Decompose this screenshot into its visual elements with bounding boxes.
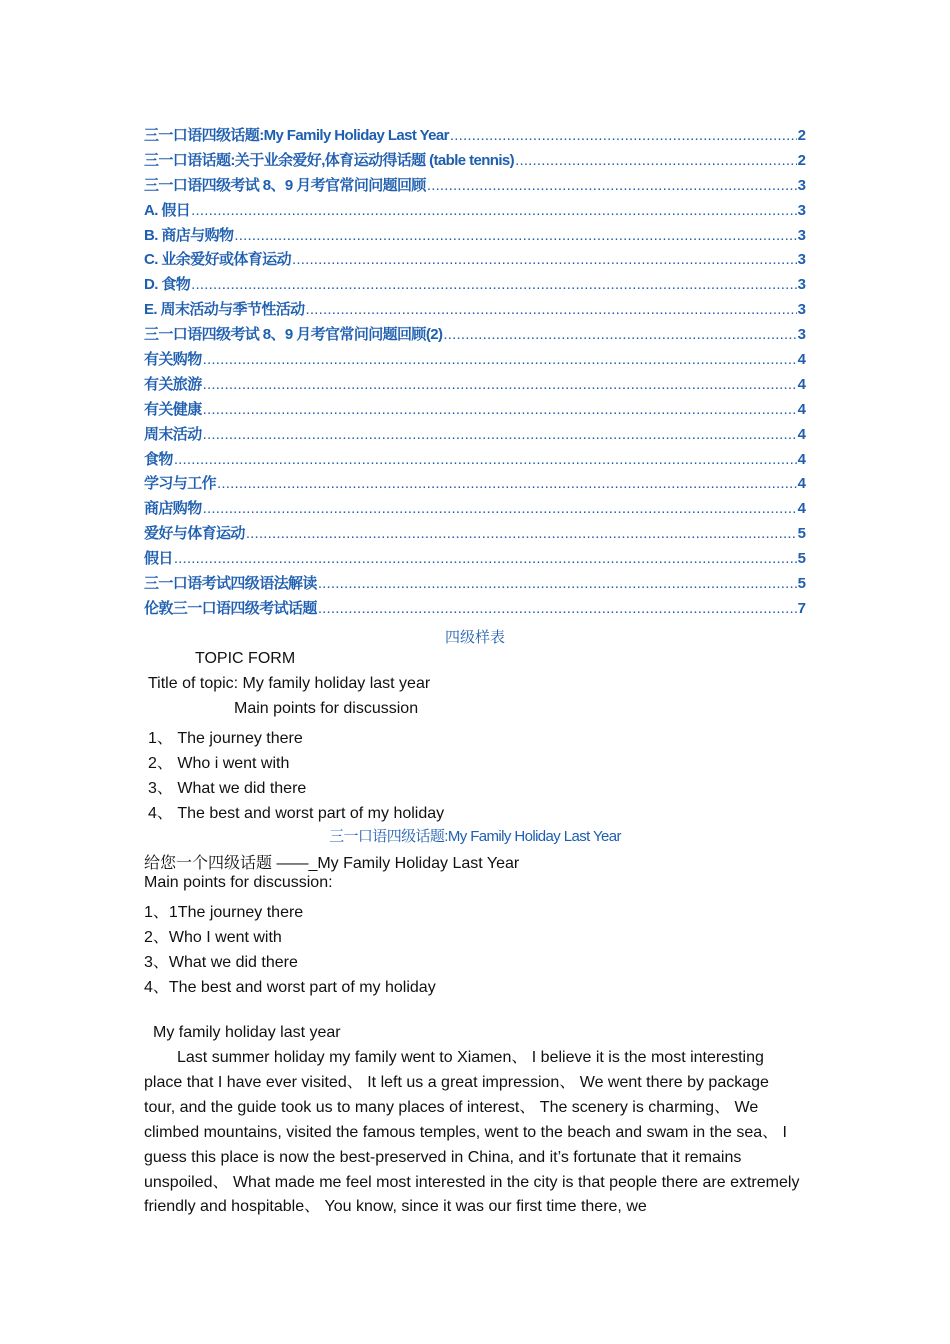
- intro-point: 2、Who I went with: [144, 929, 282, 946]
- toc-entry-title: 三一口语四级话题:My Family Holiday Last Year: [144, 126, 449, 144]
- toc-leader-dots: [203, 373, 797, 398]
- toc-entry[interactable]: [144, 323, 806, 348]
- toc-entry-page: 5: [797, 525, 806, 543]
- toc-leader-dots: [292, 248, 797, 273]
- intro-point: 1、1The journey there: [144, 904, 304, 921]
- toc-entry[interactable]: [144, 373, 806, 398]
- intro-main-points-label: Main points for discussion:: [144, 874, 333, 891]
- toc-entry-page: 4: [797, 351, 806, 368]
- toc-entry-title: 周末活动: [144, 425, 202, 443]
- toc-leader-dots: [203, 497, 797, 522]
- intro-line: 给您一个四级话题 ——_My Family Holiday Last Year: [144, 855, 520, 872]
- toc-leader-dots: [191, 273, 796, 298]
- toc-leader-dots: [443, 323, 796, 348]
- toc-entry-title: 三一口语考试四级语法解读: [144, 575, 317, 593]
- toc-entry[interactable]: [144, 174, 806, 199]
- toc-entry-page: 2: [797, 126, 806, 144]
- toc-entry-title: C. 业余爱好或体育运动: [144, 251, 291, 269]
- toc-entry-title: E. 周末活动与季节性活动: [144, 301, 305, 319]
- toc-leader-dots: [515, 149, 797, 174]
- toc-entry-page: 2: [797, 151, 806, 169]
- toc-leader-dots: [318, 572, 797, 597]
- toc-entry[interactable]: [144, 398, 806, 423]
- toc-entry-page: 7: [797, 599, 806, 617]
- toc-entry[interactable]: [144, 124, 806, 149]
- toc-leader-dots: [217, 472, 797, 497]
- toc-entry-title: B. 商店与购物: [144, 226, 234, 244]
- toc-entry-page: 4: [797, 425, 806, 443]
- toc-entry-page: 5: [797, 550, 806, 568]
- toc-entry[interactable]: [144, 224, 806, 249]
- toc-entry[interactable]: [144, 597, 806, 622]
- toc-leader-dots: [203, 348, 797, 373]
- intro-point: 3、What we did there: [144, 954, 298, 971]
- toc-entry[interactable]: [144, 497, 806, 522]
- toc-entry-title: 伦敦三一口语四级考试话题: [144, 599, 317, 617]
- toc-leader-dots: [191, 199, 796, 224]
- toc-entry-page: 4: [797, 475, 806, 493]
- toc-entry-title: 假日: [144, 550, 173, 568]
- toc-entry[interactable]: [144, 149, 806, 174]
- toc-entry-title: 爱好与体育运动: [144, 525, 245, 543]
- toc-entry-title: 有关旅游: [144, 375, 202, 393]
- sample-form-heading: 四级样表: [444, 628, 505, 646]
- toc-entry-title: 三一口语四级考试 8、9 月考官常问问题回顾: [144, 176, 426, 194]
- toc-entry[interactable]: [144, 298, 806, 323]
- toc-entry-page: 4: [797, 375, 806, 393]
- toc-leader-dots: [427, 174, 797, 199]
- toc-leader-dots: [203, 423, 797, 448]
- toc-entry-page: 4: [797, 400, 806, 418]
- toc-entry[interactable]: [144, 572, 806, 597]
- essay-title: My family holiday last year: [153, 1024, 341, 1041]
- toc-entry[interactable]: [144, 472, 806, 497]
- toc-leader-dots: [306, 298, 797, 323]
- intro-point: 4、The best and worst part of my holiday: [144, 979, 436, 996]
- toc-entry-page: 3: [797, 301, 806, 319]
- toc-entry-page: 3: [797, 251, 806, 269]
- toc-entry-page: 3: [797, 326, 806, 344]
- table-of-contents: [144, 124, 806, 622]
- essay-body: Last summer holiday my family went to Xiamen、 I believe it is the most interesting place that I have ever visited、 It left us a great impression、 We went there by package tour, and the guide took us to many places of interest、 The scenery is charming、 We climbed mountains, visited the famous temples, went to the beach and swam in the sea、 I guess this place is now the best-preserved in China, and it’s fortunate that it remains unspoiled、 What made me feel most interested in the city is that people there are extremely friendly and hospitable、 You know, since it was our first time there, we: [144, 1049, 800, 1216]
- toc-leader-dots: [174, 448, 797, 473]
- toc-leader-dots: [174, 547, 797, 572]
- toc-entry[interactable]: [144, 248, 806, 273]
- toc-entry-page: 3: [797, 201, 806, 219]
- toc-entry-page: 4: [797, 500, 806, 518]
- toc-leader-dots: [234, 224, 796, 249]
- toc-entry-page: 3: [797, 226, 806, 244]
- topic-point: 4、 The best and worst part of my holiday: [148, 805, 445, 822]
- topic-point: 2、 Who i went with: [148, 755, 290, 772]
- toc-entry[interactable]: [144, 522, 806, 547]
- toc-leader-dots: [203, 398, 797, 423]
- toc-entry[interactable]: [144, 273, 806, 298]
- toc-entry[interactable]: [144, 448, 806, 473]
- toc-entry-title: 三一口语话题:关于业余爱好,体育运动得话题 (table tennis): [144, 151, 515, 169]
- toc-entry-title: 食物: [144, 450, 173, 468]
- toc-entry[interactable]: [144, 348, 806, 373]
- topic-title-line: Title of topic: My family holiday last year: [148, 675, 431, 692]
- toc-entry-title: 商店购物: [144, 500, 202, 518]
- topic-form-label: TOPIC FORM: [195, 650, 296, 667]
- main-points-label: Main points for discussion: [234, 700, 419, 717]
- toc-entry[interactable]: [144, 199, 806, 224]
- toc-leader-dots: [450, 124, 797, 149]
- topic-point: 1、 The journey there: [148, 730, 303, 747]
- toc-entry-page: 3: [797, 276, 806, 294]
- toc-entry-title: D. 食物: [144, 276, 191, 294]
- toc-leader-dots: [318, 597, 797, 622]
- toc-entry-page: 3: [797, 176, 806, 194]
- toc-entry-page: 4: [797, 450, 806, 468]
- toc-entry-title: 有关健康: [144, 400, 202, 418]
- toc-entry[interactable]: [144, 547, 806, 572]
- toc-entry-title: 有关购物: [144, 351, 202, 368]
- toc-leader-dots: [246, 522, 797, 547]
- toc-entry[interactable]: [144, 423, 806, 448]
- toc-entry-title: 学习与工作: [144, 475, 217, 493]
- toc-entry-page: 5: [797, 575, 806, 593]
- section-heading: 三一口语四级话题:My Family Holiday Last Year: [329, 828, 621, 845]
- toc-entry-title: A. 假日: [144, 201, 191, 219]
- topic-point: 3、 What we did there: [148, 780, 307, 797]
- toc-entry-title: 三一口语四级考试 8、9 月考官常问问题回顾(2): [144, 326, 443, 344]
